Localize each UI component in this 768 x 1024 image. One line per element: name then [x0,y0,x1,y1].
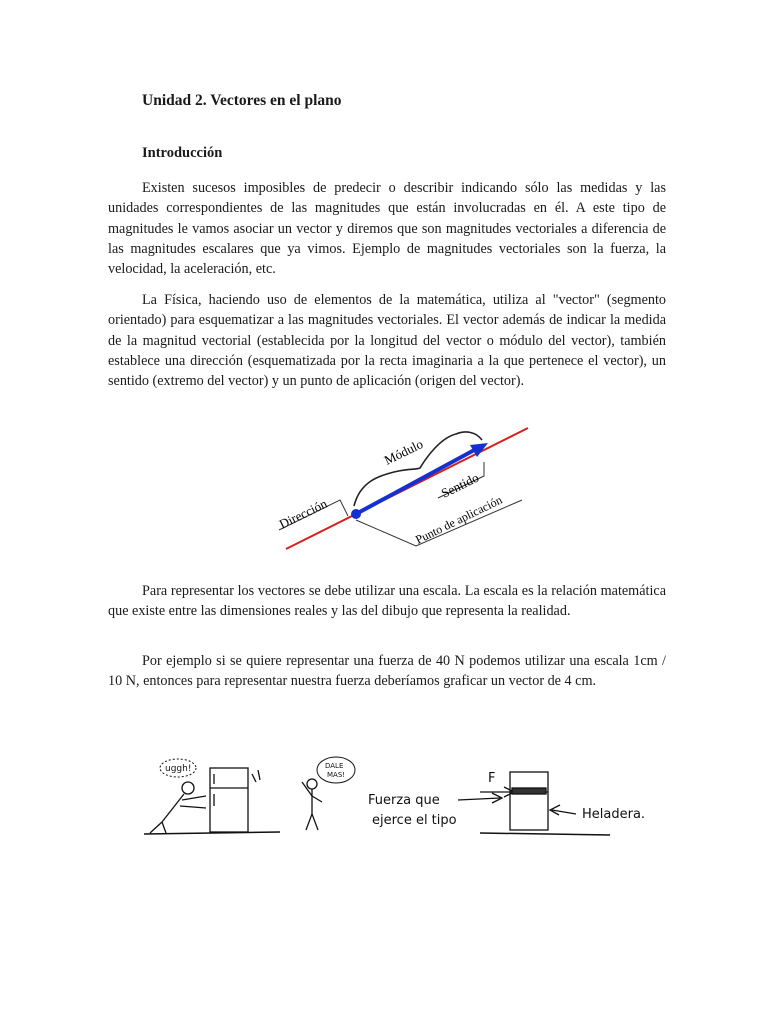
svg-text:MAS!: MAS! [327,771,346,779]
paragraph-vector-definition: La Física, haciendo uso de elementos de la matemática, utiliza al "vector" (segmento orientado) para esquematizar a las magnitudes vectoriales. El vector además de indicar la medida de la magnitud vectorial (establecida por la longitud del vector o módulo del vector), también establece una dirección (esquematizada por la recta imaginaria a la que pertenece el vector), un sentido (extremo del vector) y un punto de aplicación (origen del vector). [108,292,666,390]
label-punto-aplicacion: Punto de aplicación [413,492,505,547]
caption-fuerza: Fuerza que [368,793,440,808]
force-label: F [488,771,496,786]
fridge-left [210,768,260,832]
bubble-uggh [160,759,196,777]
fridge-right [510,772,548,830]
sketch-illustration [140,752,646,842]
standing-person [302,779,322,830]
label-direccion: Dirección [276,495,330,532]
label-modulo: Módulo [381,436,426,468]
paragraph-example: Por ejemplo si se quiere representar una fuerza de 40 N podemos utilizar una escala 1cm / 10 N, entonces para representar nuestra fuerza deberíamos graficar un vector de 4 cm. [108,653,666,690]
heladera-label: Heladera. [582,807,646,822]
caption-arrow [458,798,500,800]
svg-text:uggh!: uggh! [165,764,192,774]
caption-ejerce: ejerce el tipo [372,813,457,828]
svg-text:DALE: DALE [325,762,344,770]
vector-diagram [270,412,540,557]
bubble-dale-mas [317,757,355,783]
section-title: Introducción [142,145,223,161]
label-sentido: Sentido [438,469,482,501]
pushing-person [150,782,206,833]
page-title: Unidad 2. Vectores en el plano [142,92,342,109]
ground-line-right [480,833,610,835]
paragraph-scale: Para representar los vectores se debe utilizar una escala. La escala es la relación matemática que existe entre las dimensiones reales y las del dibujo que representa la realidad. [108,583,666,620]
application-point [351,509,361,519]
paragraph-intro: Existen sucesos imposibles de predecir o describir indicando sólo las medidas y las unidades correspondientes de las magnitudes que están involucradas en él. A este tipo de magnitudes le vamos asociar un vector y diremos que son magnitudes vectoriales a diferencia de las magnitudes escalares que ya vimos. Ejemplo de magnitudes vectoriales son la fuerza, la velocidad, la aceleración, etc. [108,180,666,278]
